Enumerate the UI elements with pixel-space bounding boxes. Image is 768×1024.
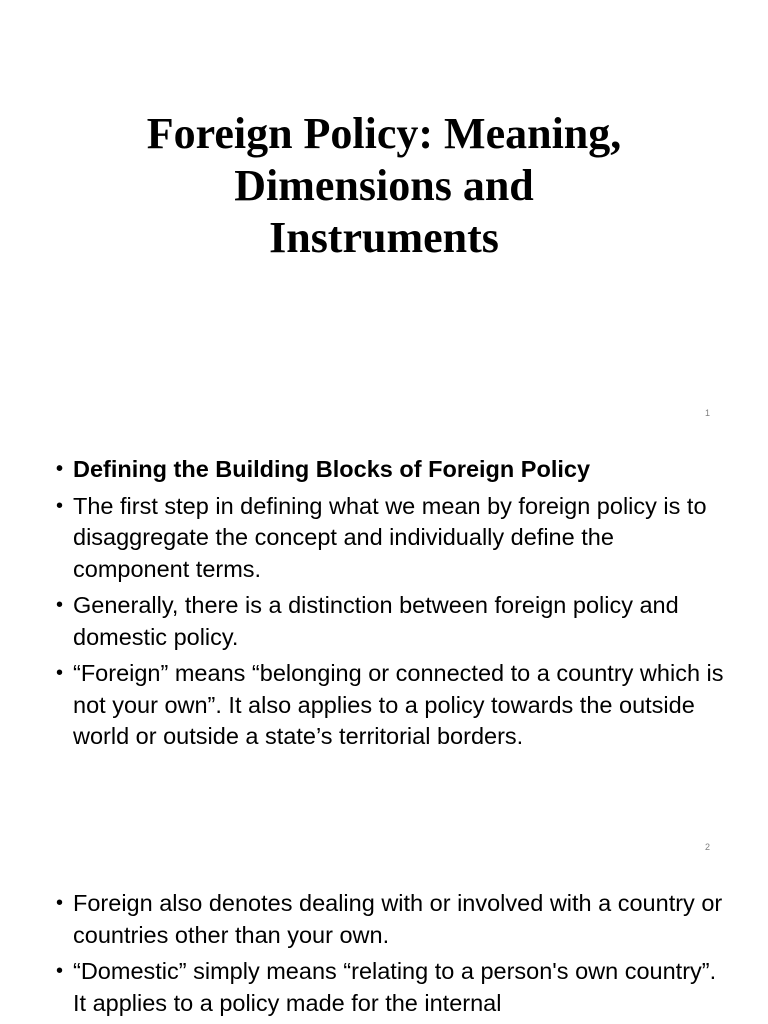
bullet-icon: • bbox=[56, 494, 64, 517]
slide-title bbox=[0, 108, 768, 264]
bullet-text: “Foreign” means “belonging or connected to a country which is not your own”. It also applies to a policy towards the outside world or outside a state’s territorial borders. bbox=[73, 660, 724, 749]
bullet-text: Defining the Building Blocks of Foreign Policy bbox=[73, 456, 591, 482]
bullet-list bbox=[56, 888, 728, 1024]
bullet-icon: • bbox=[56, 892, 64, 914]
bullet-text: The first step in defining what we mean by foreign policy is to disaggregate the concept and individually define the component terms. bbox=[73, 492, 707, 582]
title-line: Foreign Policy: Meaning, bbox=[146, 109, 622, 158]
page-number: 1 bbox=[704, 408, 710, 418]
bullet-icon: • bbox=[56, 960, 64, 982]
bullet-list bbox=[56, 454, 728, 758]
bullet-text: Foreign also denotes dealing with or involved with a country or countries other than your own. bbox=[73, 890, 723, 948]
slide-3 bbox=[0, 866, 768, 1024]
bullet-text: “Domestic” simply means “relating to a person's own country”. It applies to a policy made for the internal bbox=[73, 958, 717, 1016]
bullet-item bbox=[56, 888, 728, 951]
bullet-icon: • bbox=[56, 458, 64, 480]
bullet-item bbox=[56, 658, 728, 753]
bullet-icon: • bbox=[56, 594, 64, 616]
bullet-heading bbox=[56, 454, 728, 486]
slide-2 bbox=[0, 432, 768, 866]
bullet-text: Generally, there is a distinction between foreign policy and domestic policy. bbox=[73, 592, 679, 650]
bullet-icon: • bbox=[56, 662, 64, 684]
bullet-item bbox=[56, 956, 728, 1019]
page-number: 2 bbox=[704, 842, 710, 852]
title-line: Instruments bbox=[269, 213, 499, 262]
title-line: Dimensions and bbox=[234, 161, 534, 210]
bullet-item bbox=[56, 491, 728, 586]
bullet-item bbox=[56, 590, 728, 653]
slide-1 bbox=[0, 0, 768, 432]
